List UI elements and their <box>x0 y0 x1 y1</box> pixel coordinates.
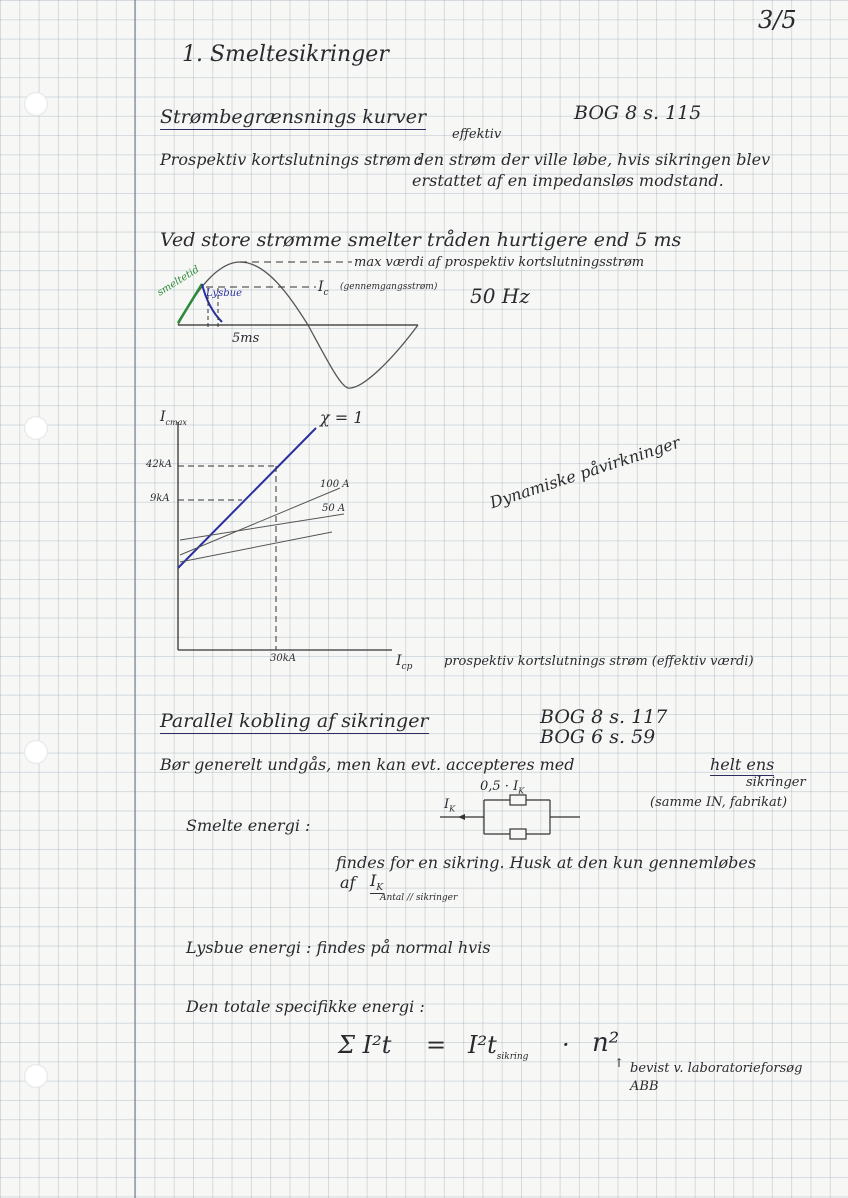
x-axis-description: prospektiv kortslutnings strøm (effektiv værdi) <box>444 654 754 669</box>
melting-energy-text: findes for en sikring. Husk at den kun gennemløbes <box>336 853 757 872</box>
annotation-effektiv: effektiv <box>452 127 502 142</box>
x-tick-30ka: 30kA <box>270 653 297 664</box>
melting-energy-af: af <box>340 873 356 892</box>
current-arrow <box>458 814 465 820</box>
label-100a: 100 A <box>320 479 350 490</box>
formula-left: Σ I²t <box>338 1031 392 1059</box>
dynamic-effects-note: Dynamiske påvirkninger <box>487 432 683 513</box>
five-ms-label: 5ms <box>232 331 260 346</box>
melting-time-label: smeltetid <box>155 264 202 299</box>
y-axis-label: $I_{cmax}$ <box>160 409 187 427</box>
parallel-note-emphasis: helt ens <box>710 755 775 774</box>
circuit-top-label: $0,5 \cdot I_K$ <box>480 779 525 796</box>
parallel-note-sikringer: sikringer <box>746 775 806 790</box>
formula-n-squared: n² <box>592 1028 620 1058</box>
page-heading: 1. Smeltesikringer <box>182 42 389 67</box>
definition-label: Prospektiv kortslutnings strøm : <box>160 150 422 169</box>
arc-label: Lysbue <box>206 288 243 299</box>
y-tick-9ka: 9kA <box>150 493 170 504</box>
proof-note: bevist v. laboratorieforsøg <box>630 1061 803 1076</box>
definition-line-2: erstattet af en impedansløs modstand. <box>412 171 724 190</box>
fuse-symbol <box>510 829 526 839</box>
formula-equals: = <box>426 1031 447 1059</box>
book-reference-1: BOG 8 s. 117 <box>540 706 668 728</box>
melting-energy-label: Smelte energi : <box>186 816 311 835</box>
fraction-numerator: $I_K$ <box>370 871 384 894</box>
formula-right: $I^2t_{sikring}$ <box>468 1031 529 1062</box>
fuse-symbol <box>510 795 526 805</box>
proof-source: ABB <box>630 1079 659 1094</box>
ic-note: (gennemgangsstrøm) <box>340 282 438 292</box>
max-value-label: max værdi af prospektiv kortslutningsstrøm <box>354 255 645 270</box>
book-reference: BOG 8 s. 115 <box>574 102 702 124</box>
note-large-currents: Ved store strømme smelter tråden hurtigere end 5 ms <box>160 229 682 251</box>
fraction-denominator: Antal // sikringer <box>380 893 458 903</box>
chi-1-label: χ = 1 <box>320 408 364 427</box>
book-reference-2: BOG 6 s. 59 <box>540 726 656 748</box>
frequency-label: 50 Hz <box>470 284 530 308</box>
page-number: 3/5 <box>758 6 797 34</box>
section-title-current-limiting: Strømbegrænsnings kurver <box>160 106 427 128</box>
circuit-input-label: $I_K$ <box>444 797 456 814</box>
ic-label: $I_c$ <box>318 279 329 298</box>
total-energy-label: Den totale specifikke energi : <box>186 997 425 1016</box>
arc-energy-text: Lysbue energi : findes på normal hvis <box>186 938 491 957</box>
label-50a: 50 A <box>322 503 346 514</box>
section-title-parallel: Parallel kobling af sikringer <box>160 710 429 732</box>
definition-line-1: den strøm der ville løbe, hvis sikringen blev <box>414 150 771 169</box>
parallel-note: Bør generelt undgås, men kan evt. accepteres med <box>160 755 575 774</box>
proof-arrow-icon: ↑ <box>614 1056 625 1070</box>
formula-dot: · <box>562 1031 570 1059</box>
parallel-note-paren: (samme IN, fabrikat) <box>650 795 788 810</box>
x-axis-label: $I_{cp}$ <box>396 653 413 672</box>
y-tick-42ka: 42kA <box>146 459 173 470</box>
